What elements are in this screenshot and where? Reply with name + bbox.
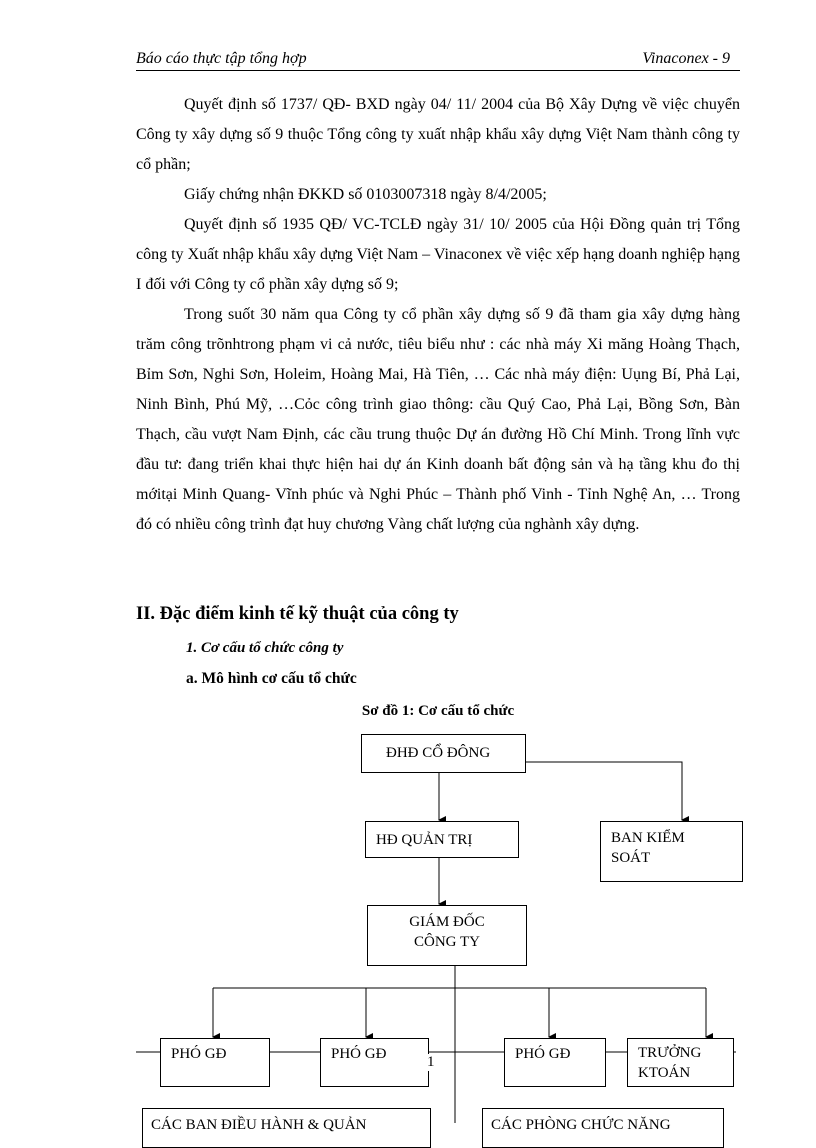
page-number: 1 xyxy=(427,1054,435,1070)
box-deputy-1 xyxy=(160,1038,270,1087)
supervisory-label-line2: SOÁT xyxy=(611,850,651,866)
box-deputy-2 xyxy=(320,1038,429,1087)
box-director xyxy=(367,905,527,966)
paragraph-history: Trong suốt 30 năm qua Công ty cổ phần xây dựng số 9 đã tham gia xây dựng hàng trăm công trõnhtrong phạm vi cả nước, tiêu biểu như : các nhà máy Xi măng Hoàng Thạch, Bỉm Sơn, Nghi Sơn, Holeim, Hoàng Mai, Hà Tiên, … Các nhà máy điện: Uụng Bí, Phả Lại, Ninh Bình, Phú Mỹ, …Cỏc công trình giao thông: cầu Quý Cao, Phả Lại, Bồng Sơn, Bàn Thạch, cầu vượt Nam Định, các cầu trung thuộc Dự án đường Hồ Chí Minh. Trong lĩnh vực đầu tư: đang triển khai thực hiện hai dự án Kinh doanh bất động sản và hạ tầng khu đo thị mớitại Minh Quang- Vĩnh phúc và Nghi Phúc – Thành phố Vinh - Tỉnh Nghệ An, … Trong đó có nhiều công trình đạt huy chương Vàng chất lượng của nghành xây dựng. xyxy=(136,306,740,533)
board-label: HĐ QUẢN TRỊ xyxy=(376,832,473,848)
box-board xyxy=(365,821,519,858)
diagram-caption: Sơ đồ 1: Cơ cấu tổ chức xyxy=(361,703,515,719)
supervisory-label-line1: BAN KIỂM xyxy=(611,830,685,846)
box-shareholders xyxy=(361,734,526,773)
header-report-title: Báo cáo thực tập tổng hợp xyxy=(136,50,307,67)
shareholders-label: ĐHĐ CỔ ĐÔNG xyxy=(386,745,491,761)
box-functional-departments xyxy=(482,1108,724,1148)
subsection-heading: 1. Cơ cấu tổ chức công ty xyxy=(186,640,344,656)
deputy-1-label: PHÓ GĐ xyxy=(171,1046,227,1062)
deputy-2-label: PHÓ GĐ xyxy=(331,1046,387,1062)
subsubsection-heading: a. Mô hình cơ cấu tổ chức xyxy=(186,670,357,687)
director-label-line1: GIÁM ĐỐC xyxy=(409,914,485,930)
box-supervisory xyxy=(600,821,743,882)
management-boards-label: CÁC BAN ĐIỀU HÀNH & QUẢN xyxy=(151,1117,367,1133)
section-heading: II. Đặc điểm kinh tế kỹ thuật của công ty xyxy=(136,604,459,624)
paragraph-decision-1737: Quyết định số 1737/ QĐ- BXD ngày 04/ 11/ 2004 của Bộ Xây Dựng về việc chuyển Công ty xây dựng số 9 thuộc Tổng công ty xuất nhập khẩu xây dựng Việt Nam thành công ty cổ phần; xyxy=(136,96,740,173)
director-label-line2: CÔNG TY xyxy=(414,934,480,950)
chief-accountant-label-line1: TRƯỞNG xyxy=(638,1045,702,1061)
paragraph-business-registration: Giấy chứng nhận ĐKKD số 0103007318 ngày 8/4/2005; xyxy=(184,186,547,203)
box-deputy-3 xyxy=(504,1038,606,1087)
deputy-3-label: PHÓ GĐ xyxy=(515,1046,571,1062)
connector-shareholders-supervisory xyxy=(526,762,682,820)
paragraph-decision-1935: Quyết định số 1935 QĐ/ VC-TCLĐ ngày 31/ 10/ 2005 của Hội Đồng quản trị Tổng công ty Xuất nhập khẩu xây dựng Việt Nam – Vinaconex về việc xếp hạng doanh nghiệp hạng I đối với Công ty cổ phần xây dựng số 9; xyxy=(136,216,740,293)
header-company-name: Vinaconex - 9 xyxy=(642,50,730,67)
box-management-boards xyxy=(142,1108,431,1148)
functional-departments-label: CÁC PHÒNG CHỨC NĂNG xyxy=(491,1117,671,1133)
chief-accountant-label-line2: KTOÁN xyxy=(638,1065,691,1081)
box-chief-accountant xyxy=(627,1038,734,1087)
